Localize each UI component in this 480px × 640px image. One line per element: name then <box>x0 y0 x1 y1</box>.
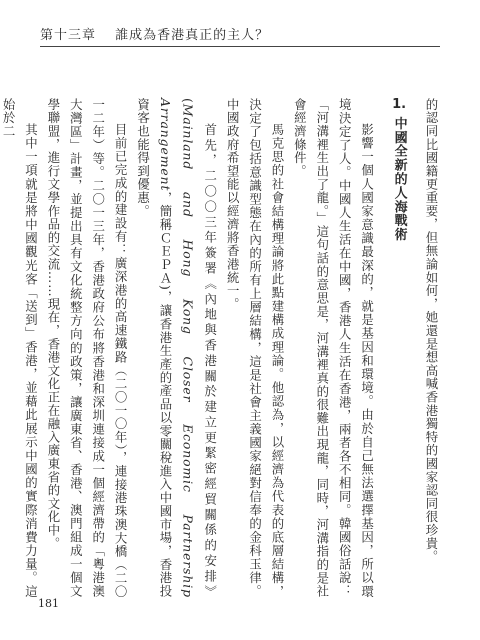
running-header <box>40 24 269 43</box>
section-heading-text: 中國全新的人海戰術 <box>391 116 407 242</box>
chapter-title: 誰成為香港真正的主人？ <box>115 28 270 43</box>
paragraph-tourists: 其中一項就是將中國觀光客「送到」香港，並藉此展示中國的實際消費力量。這始於二 <box>1 98 39 598</box>
cepa-text-start: 首先，二〇〇三年簽署《內地與香港關於建立更緊密經貿關係的安排》( <box>180 98 218 598</box>
paragraph-cepa <box>131 98 221 598</box>
section-number: 1. <box>392 98 407 111</box>
paragraph-infrastructure: 目前已完成的建設有：廣深港的高速鐵路（二〇一〇年），連接港珠澳大橋（二〇一二年）等。二〇一三年，香港政府公布將香港和深圳連接成一個經濟帶的「粵港澳大灣區」計畫，並提出具有文化統整方向的政策，讓廣東省、香港、澳門組成一個文學聯盟，進行文學作品的交流……現在，香港文化正在融入廣東省的文化中。 <box>45 98 129 598</box>
section-heading <box>388 98 410 598</box>
cepa-english-name: Mainland and Hong Kong Closer Economic Partnership Arrangement <box>157 98 196 598</box>
paragraph-genes-environment: 影響一個人國家意識最深的，就是基因和環境。由於自己無法選擇基因，所以環境決定了人。中國人生活在中國，香港人生活在香港，兩者各不相同。韓國俗話說：「河溝裡生出了龍。」這句話的意思是，河溝裡真的很難出現龍，同時，河溝指的是社會經濟條件。 <box>292 98 375 598</box>
paragraph-marx-theory: 馬克思的社會結構理論將此點建構成理論。他認為，以經濟為代表的底層結構，決定了包括意識型態在內的所有上層結構，這是社會主義國家絕對信奉的金科玉律。中國政府希望能以經濟將香港統一。 <box>225 98 285 598</box>
cepa-text-end: ，簡稱ＣＥＰＡ)，讓香港生產的產品以零關稅進入中國市場，香港投資客也能得到優惠。 <box>135 98 173 598</box>
vertical-body-text <box>1 98 442 598</box>
paragraph-continued: 的認同比國籍更重要，但無論如何，她還是想高喊香港獨特的國家認同很珍貴。 <box>424 98 439 564</box>
header-divider <box>40 46 440 47</box>
chapter-label: 第十三章 <box>40 28 97 43</box>
page-number: 181 <box>38 597 59 610</box>
